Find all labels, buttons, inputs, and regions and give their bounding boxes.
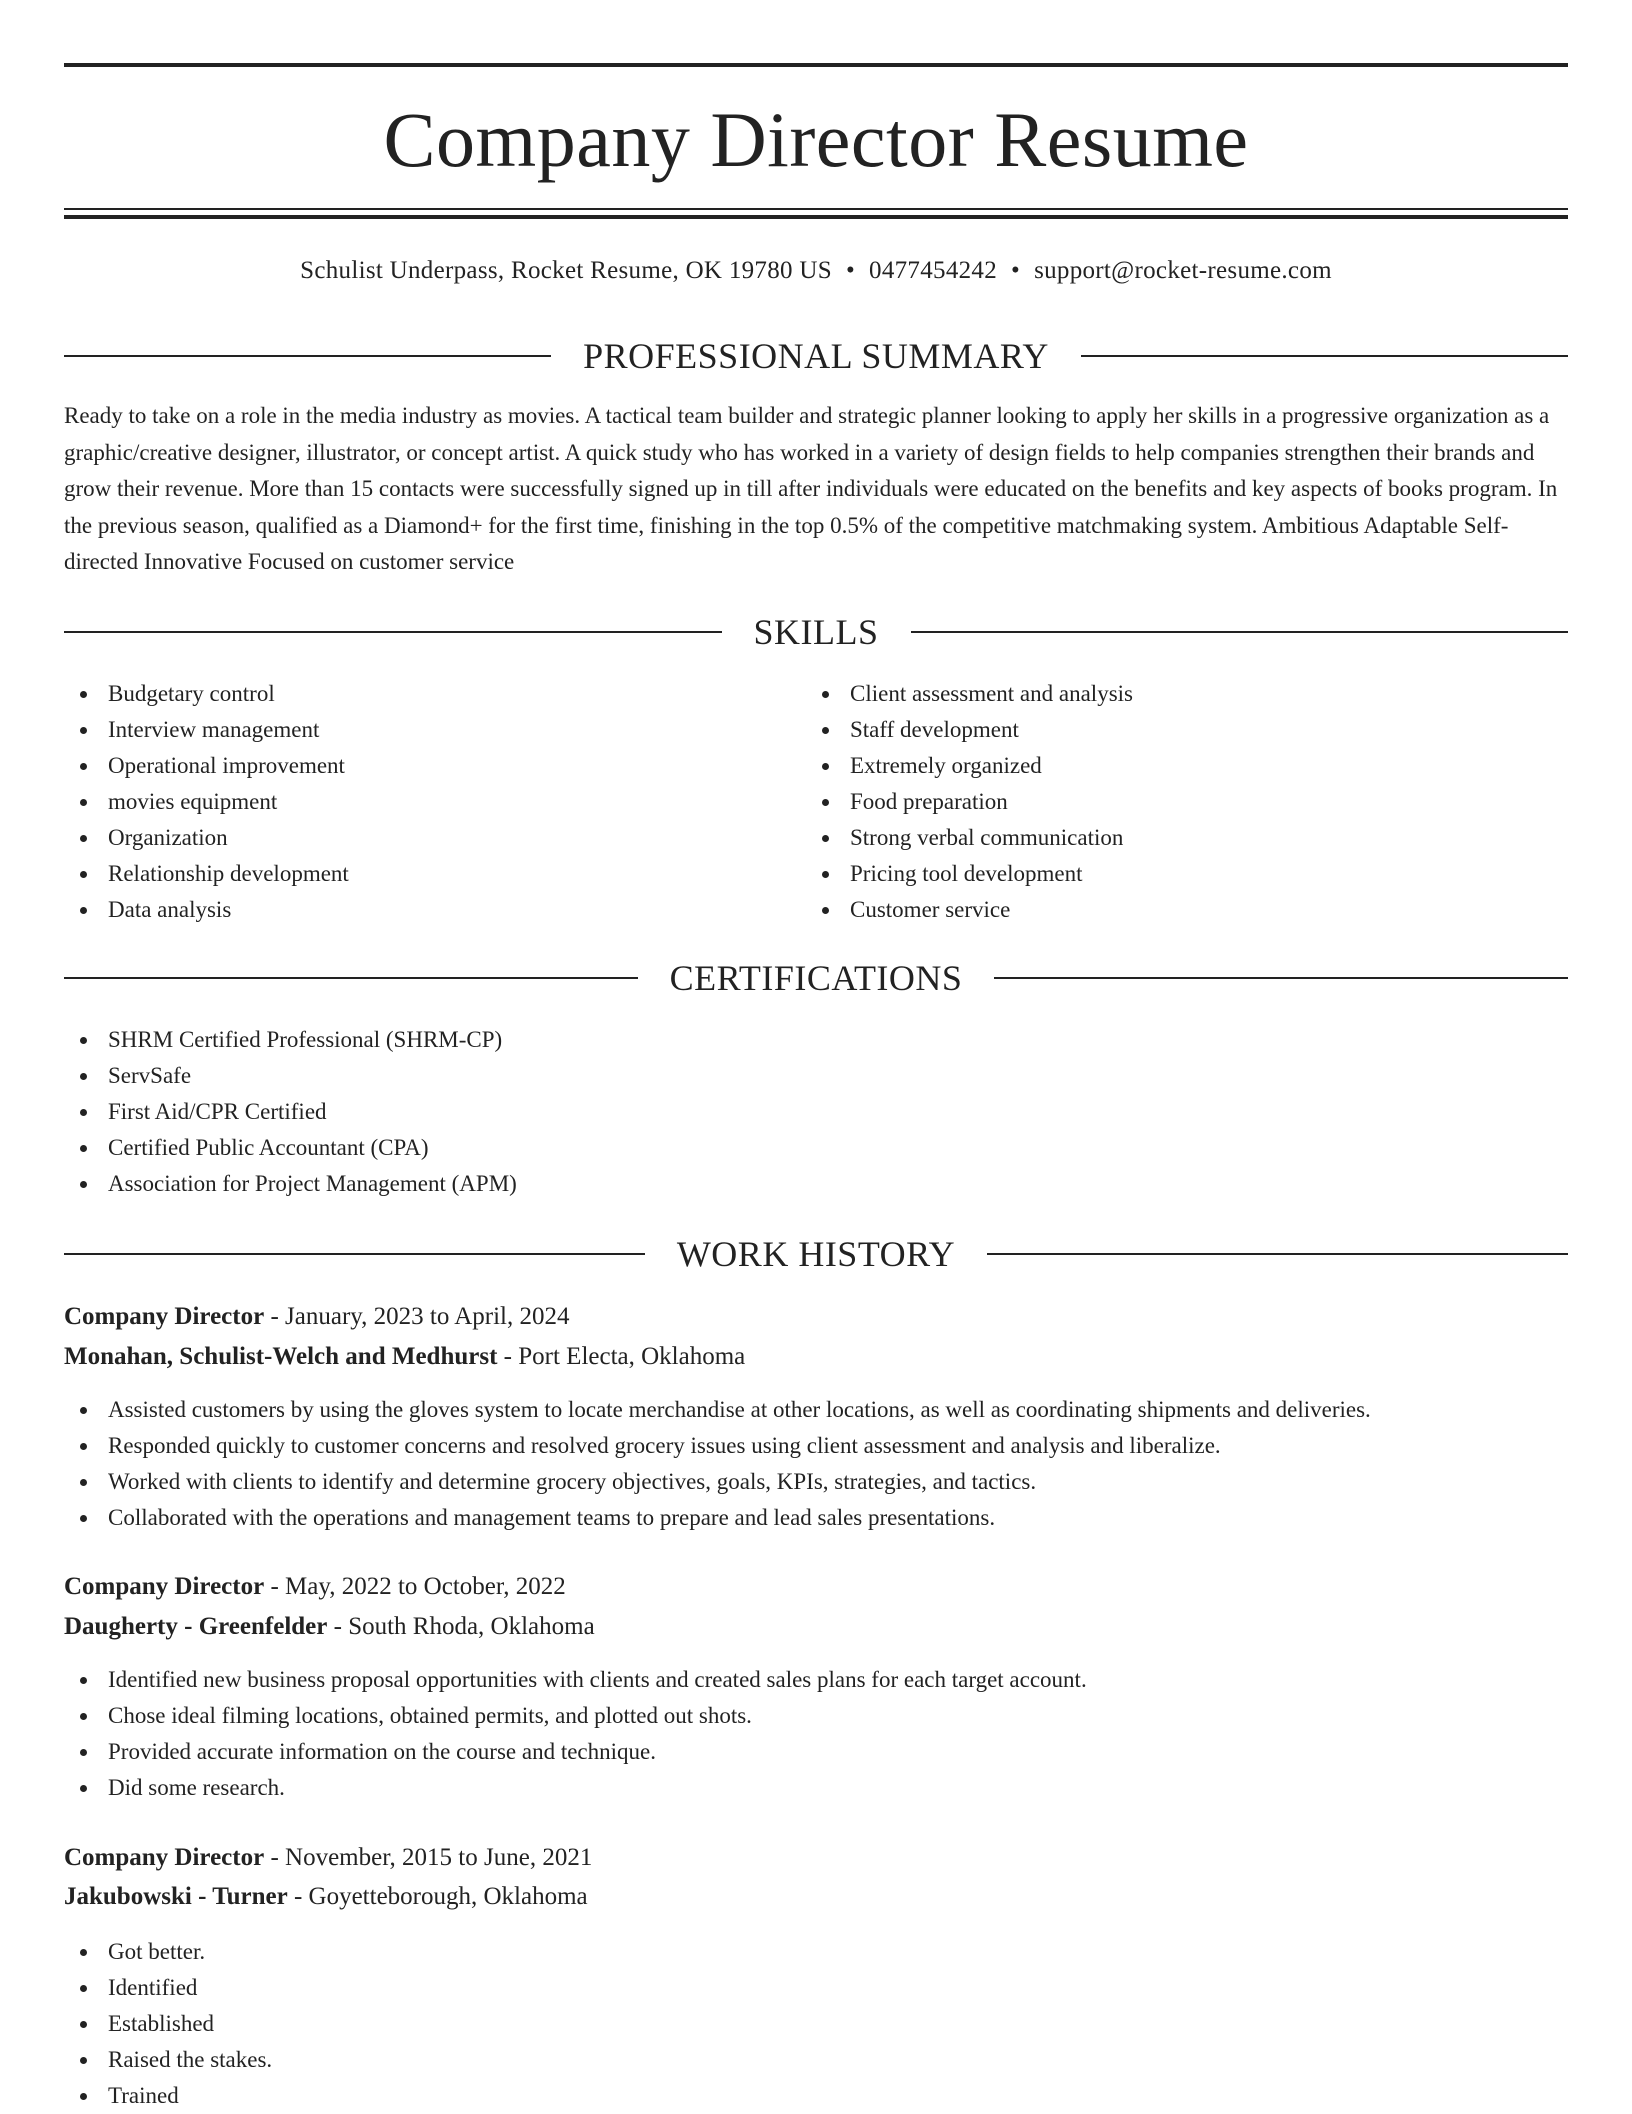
job-bullet: Worked with clients to identify and determine grocery objectives, goals, KPIs, strategies, and tactics. [64, 1464, 1371, 1500]
skill-item: Extremely organized [806, 748, 1133, 784]
skill-item: Budgetary control [64, 676, 349, 712]
contact-phone: 0477454242 [869, 257, 998, 284]
job-dash: - [503, 1343, 512, 1370]
section-title: PROFESSIONAL SUMMARY [583, 336, 1049, 376]
job-location: Port Electa, Oklahoma [518, 1343, 746, 1370]
job-title: Company Director [64, 1573, 265, 1600]
job-company: Daugherty - Greenfelder [64, 1613, 328, 1640]
skill-item: Client assessment and analysis [806, 676, 1133, 712]
skills-list-left [64, 676, 349, 928]
job-bullet: Did some research. [64, 1770, 1087, 1806]
section-heading-skills [64, 610, 1568, 654]
certification-item: First Aid/CPR Certified [64, 1094, 517, 1130]
title-rule-upper [64, 208, 1568, 210]
heading-rule [911, 631, 1569, 633]
certification-item: Association for Project Management (APM) [64, 1166, 517, 1202]
contact-line [64, 252, 1568, 290]
job-dash: - [270, 1844, 279, 1871]
certification-item: ServSafe [64, 1058, 517, 1094]
job-bullets [64, 1392, 1371, 1536]
job-bullet: Identified [64, 1970, 272, 2006]
job-dates: May, 2022 to October, 2022 [285, 1573, 566, 1600]
job-location: South Rhoda, Oklahoma [348, 1613, 595, 1640]
section-title: WORK HISTORY [676, 1234, 956, 1274]
skill-item: Pricing tool development [806, 856, 1133, 892]
certification-item: Certified Public Accountant (CPA) [64, 1130, 517, 1166]
skills-list-right [806, 676, 1133, 928]
contact-email[interactable]: support@rocket-resume.com [1034, 257, 1332, 284]
page-title: Company Director Resume [383, 96, 1249, 183]
skill-item: movies equipment [64, 784, 349, 820]
contact-separator: • [845, 257, 856, 284]
section-heading-certifications [64, 956, 1568, 1000]
skill-item: Customer service [806, 892, 1133, 928]
section-title: SKILLS [753, 612, 879, 652]
job-bullet: Raised the stakes. [64, 2042, 272, 2078]
job-bullet: Identified new business proposal opportunities with clients and created sales plans for each target account. [64, 1662, 1087, 1698]
skill-item: Organization [64, 820, 349, 856]
job-bullet: Provided accurate information on the course and technique. [64, 1734, 1087, 1770]
heading-rule [64, 1253, 645, 1255]
skill-item: Staff development [806, 712, 1133, 748]
job-title-line [64, 1568, 566, 1606]
job-title-line [64, 1298, 570, 1336]
job-company-line [64, 1878, 588, 1916]
section-heading-work-history [64, 1232, 1568, 1276]
job-location: Goyetteborough, Oklahoma [308, 1883, 588, 1910]
skill-item: Relationship development [64, 856, 349, 892]
job-bullets [64, 1934, 272, 2114]
job-bullet: Got better. [64, 1934, 272, 1970]
contact-address: Schulist Underpass, Rocket Resume, OK 19780 US [300, 257, 832, 284]
job-dash: - [333, 1613, 342, 1640]
job-title-line [64, 1839, 592, 1877]
job-dash: - [270, 1573, 279, 1600]
skill-item: Data analysis [64, 892, 349, 928]
skill-item: Operational improvement [64, 748, 349, 784]
job-bullet: Collaborated with the operations and management teams to prepare and lead sales presentations. [64, 1500, 1371, 1536]
job-company: Monahan, Schulist-Welch and Medhurst [64, 1343, 498, 1370]
top-rule [64, 63, 1568, 67]
job-bullet: Assisted customers by using the gloves system to locate merchandise at other locations, as well as coordinating shipments and deliveries. [64, 1392, 1371, 1428]
job-dash: - [293, 1883, 303, 1910]
job-bullet: Trained [64, 2078, 272, 2114]
heading-rule [64, 977, 638, 979]
job-bullet: Responded quickly to customer concerns and resolved grocery issues using client assessment and analysis and liberalize. [64, 1428, 1371, 1464]
skill-item: Strong verbal communication [806, 820, 1133, 856]
heading-rule [1081, 355, 1568, 357]
skill-item: Food preparation [806, 784, 1133, 820]
job-dates: November, 2015 to June, 2021 [285, 1844, 593, 1871]
summary-text: Ready to take on a role in the media industry as movies. A tactical team builder and strategic planner looking to apply her skills in a progressive organization as a graphic/creative designer, illustrator, or concept artist. A quick study who has worked in a variety of design fields to help companies strengthen their brands and grow their revenue. More than 15 contacts were successfully signed up in till after individuals were educated on the benefits and key aspects of books program. In the previous season, qualified as a Diamond+ for the first time, finishing in the top 0.5% of the competitive matchmaking system. Ambitious Adaptable Self-directed Innovative Focused on customer service [64, 403, 1558, 574]
job-dates: January, 2023 to April, 2024 [285, 1303, 570, 1330]
contact-separator: • [1011, 257, 1021, 284]
job-bullet: Established [64, 2006, 272, 2042]
title-rule-lower [64, 215, 1568, 219]
section-heading-summary [64, 334, 1568, 378]
heading-rule [64, 355, 551, 357]
certification-item: SHRM Certified Professional (SHRM-CP) [64, 1022, 517, 1058]
job-company-line [64, 1608, 595, 1646]
heading-rule [64, 631, 722, 633]
job-title: Company Director [64, 1303, 265, 1330]
job-bullet: Chose ideal filming locations, obtained permits, and plotted out shots. [64, 1698, 1087, 1734]
job-company: Jakubowski - Turner [64, 1883, 288, 1910]
section-title: CERTIFICATIONS [669, 958, 963, 998]
job-title: Company Director [64, 1844, 265, 1871]
heading-rule [994, 977, 1568, 979]
certifications-list [64, 1022, 517, 1202]
job-dash: - [270, 1303, 279, 1330]
skill-item: Interview management [64, 712, 349, 748]
job-company-line [64, 1338, 745, 1376]
job-bullets [64, 1662, 1087, 1806]
heading-rule [987, 1253, 1568, 1255]
